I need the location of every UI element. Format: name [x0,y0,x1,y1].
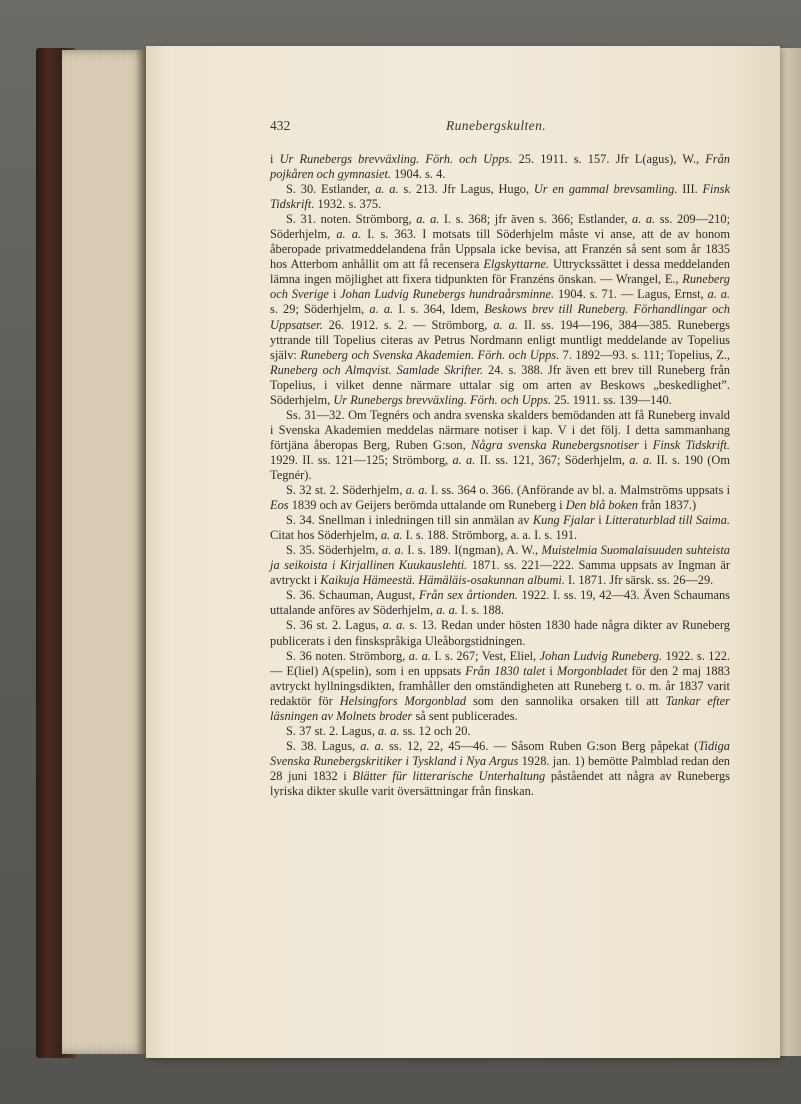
page-number: 432 [270,118,291,133]
paragraph: S. 36 noten. Strömborg, a. a. I. s. 267; Vest, Eliel, Johan Ludvig Runeberg. 1922. s. 122. — E(liel) A(spelin), som i en uppsats Från 1830 talet i Morgonbladet för den 2 maj 1883 avtryckt hyllningsdikten, framhåller den omständigheten att Runeberg t. o. m. år 1837 varit redaktör för Helsingfors Morgonblad som den sannolika orsaken till att Tankar efter läsningen av Molnets broder så sent publicerades. [270,648,731,723]
page-header [270,118,668,140]
paragraph: S. 38. Lagus, a. a. ss. 12, 22, 45—46. — Såsom Ruben G:son Berg påpekat (Tidiga Svenska Runebergskritiker i Tyskland i Nya Argus 1928. jan. 1) bemötte Palmblad redan den 28 juni 1832 i Blätter für litterarische Unterhaltung påståendet att några av Runebergs lyriska dikter skulle varit översättningar från finskan. [270,738,730,798]
paragraph: Ss. 31—32. Om Tegnérs och andra svenska skalders bemödanden att få Runeberg invald i Svenska Akademien meddelas närmare notiser i kap. V i det följ. I detta sammanhang förtjäna åberopas Berg, Ruben G:son, Några svenska Runebergsnotiser i Finsk Tidskrift. 1929. II. ss. 121—125; Strömborg, a. a. II. ss. 121, 367; Söderhjelm, a. a. II. s. 190 (Om Tegnér). [270,407,731,482]
paragraph: S. 37 st. 2. Lagus, a. a. ss. 12 och 20. [286,723,471,738]
book-page [146,46,780,1058]
paragraph: S. 35. Söderhjelm, a. a. I. s. 189. I(ngman), A. W., Muistelmia Suomalaisuuden suhteista ja seikoista i Kirjallinen Kuukauslehti. 1871. ss. 221—222. Samma uppsats av Ingman är avtryckt i Kaikuja Hämeestä. Hämäläis-osakunnan albumi. I. 1871. Jfr särsk. ss. 26—29. [270,543,730,588]
paragraph: S. 31. noten. Strömborg, a. a. I. s. 368; jfr även s. 366; Estlander, a. a. ss. 209—210; Söderhjelm, a. a. I. s. 363. I motsats till Söderhjelm måste vi anse, att de av honom åberopade privatmeddelandena från Uppsala icke bevisa, att Franzén så sent som år 1835 hos Atterbom anhållit om att få recensera Elgskyttarne. Uttryckssättet i dessa meddelanden lämna ingen möjlighet att fixera tidpunkten för Franzéns önskan. — Wrangel, E., Runeberg och Sverige i Johan Ludvig Runebergs hundraårsminne. 1904. s. 71. — Lagus, Ernst, a. a. s. 29; Söderhjelm, a. a. I. s. 364, Idem, Beskows brev till Runeberg. Förhandlingar och Uppsatser. 26. 1912. s. 2. — Strömborg, a. a. II. ss. 194—196, 384—385. Runebergs yttrande till Topelius citeras av Petrus Nordmann enligt muntligt meddelande av Topelius själv: Runeberg och Svenska Akademien. Förh. och Upps. 7. 1892—93. s. 111; Topelius, Z., Runeberg och Almqvist. Samlade Skrifter. 24. s. 388. Jfr även ett brev till Runeberg från Topelius, i vilket denne närmare uttalar sig om arten av Beskows „beskedlighet”. Söderhjelm, Ur Runebergs brevväxling. Förh. och Upps. 25. 1911. ss. 139—140. [270,212,731,407]
paragraph: S. 30. Estlander, a. a. s. 213. Jfr Lagus, Hugo, Ur en gammal brevsamling. III. Finsk Tidskrift. 1932. s. 375. [270,182,730,212]
paragraph: S. 36. Schauman, August, Från sex årtionden. 1922. I. ss. 19, 42—43. Även Schaumans uttalande anföres av Söderhjelm, a. a. I. s. 188. [270,588,730,618]
next-page-edge [780,48,801,1056]
notes-text [270,152,730,799]
running-title: Runebergskulten. [446,118,546,133]
paragraph: S. 32 st. 2. Söderhjelm, a. a. I. ss. 364 o. 366. (Anförande av bl. a. Malmströms uppsats i Eos 1839 och av Geijers berömda uttalande om Runeberg i Den blå boken från 1837.) [270,483,731,513]
paragraph: S. 36 st. 2. Lagus, a. a. s. 13. Redan under hösten 1830 hade några dikter av Runeberg publicerats i den finskspråkiga Uleåborgstidningen. [270,618,730,648]
page-edges [62,50,146,1054]
paragraph: i Ur Runebergs brevväxling. Förh. och Upps. 25. 1911. s. 157. Jfr L(agus), W., Från pojkåren och gymnasiet. 1904. s. 4. [270,152,731,182]
paragraph: S. 34. Snellman i inledningen till sin anmälan av Kung Fjalar i Litteraturblad till Saima. Citat hos Söderhjelm, a. a. I. s. 188. Strömborg, a. a. I. s. 191. [270,513,730,543]
